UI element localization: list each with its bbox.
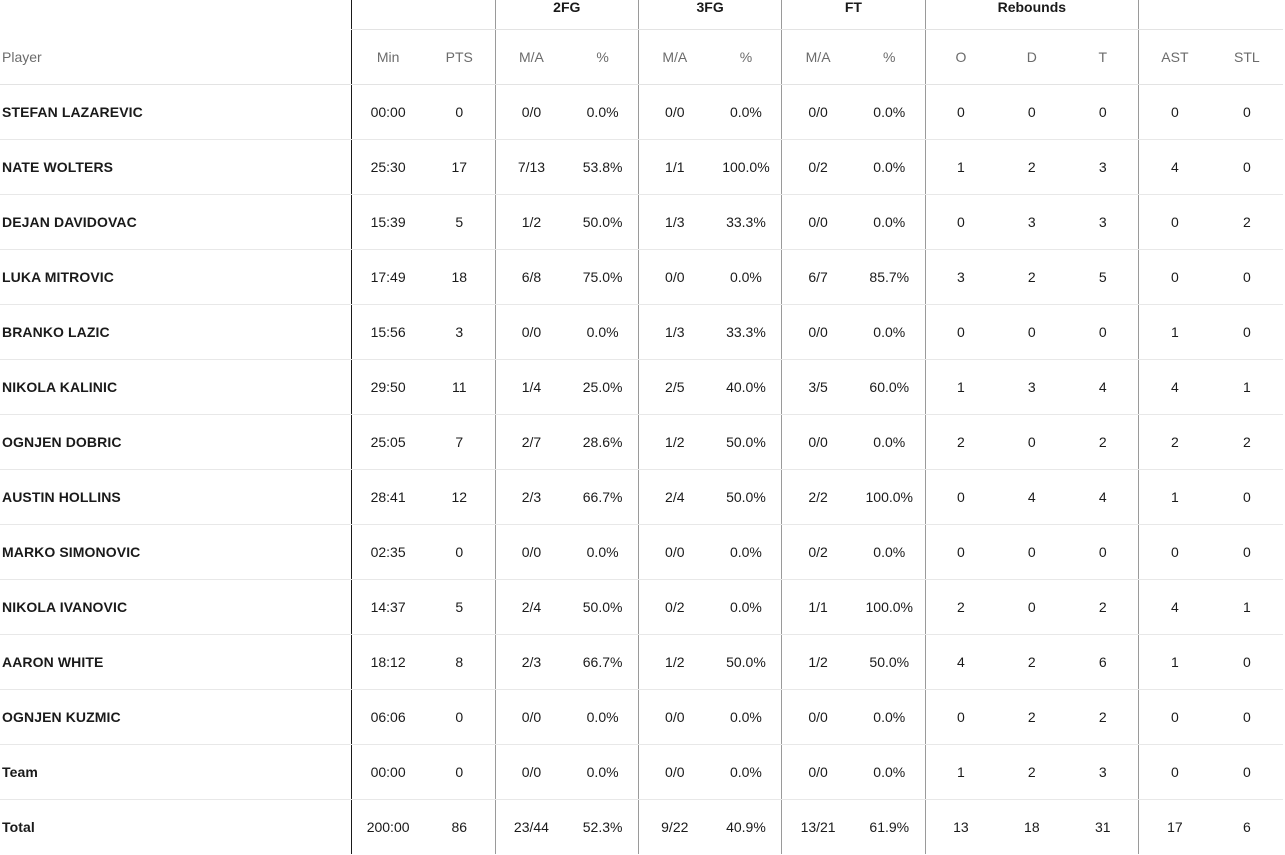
fg2-made-attempted-cell: 0/0 — [495, 690, 567, 745]
column-header-stl[interactable]: STL — [1211, 30, 1283, 85]
ft-percent-cell: 50.0% — [854, 635, 925, 690]
table-row — [0, 85, 1283, 140]
fg3-percent-cell: 0.0% — [711, 85, 782, 140]
fg2-percent-cell: 0.0% — [567, 305, 638, 360]
fg2-percent-cell: 52.3% — [582, 819, 623, 835]
minutes-cell: 28:41 — [352, 470, 424, 525]
column-header-reb-o[interactable]: O — [925, 30, 996, 85]
column-header-ft-ma[interactable]: M/A — [782, 30, 854, 85]
fg2-made-attempted-cell: 7/13 — [495, 140, 567, 195]
fg2-percent-cell: 0.0% — [567, 690, 638, 745]
points-cell: 0 — [424, 85, 495, 140]
player-name[interactable]: OGNJEN DOBRIC — [0, 415, 352, 470]
steals-cell: 6 — [1242, 819, 1251, 835]
defensive-rebounds-cell: 2 — [996, 140, 1067, 195]
ft-made-attempted-cell: 3/5 — [782, 360, 854, 415]
player-name[interactable]: NIKOLA IVANOVIC — [0, 580, 352, 635]
offensive-rebounds-cell: 2 — [925, 415, 996, 470]
offensive-rebounds-cell: 1 — [925, 745, 996, 800]
assists-cell: 4 — [1139, 580, 1211, 635]
offensive-rebounds-cell: 1 — [925, 140, 996, 195]
minutes-cell: 00:00 — [352, 745, 424, 800]
fg3-made-attempted-cell: 1/2 — [638, 415, 710, 470]
points-cell: 5 — [424, 195, 495, 250]
fg2-percent-cell: 0.0% — [567, 525, 638, 580]
minutes-cell: 02:35 — [352, 525, 424, 580]
points-cell: 17 — [424, 140, 495, 195]
points-cell: 0 — [424, 745, 495, 800]
minutes-cell: 25:05 — [352, 415, 424, 470]
steals-cell: 0 — [1211, 635, 1283, 690]
fg2-made-attempted-cell: 0/0 — [495, 305, 567, 360]
offensive-rebounds-cell: 13 — [925, 800, 996, 855]
fg3-made-attempted-cell: 1/3 — [638, 305, 710, 360]
points-cell: 8 — [424, 635, 495, 690]
fg2-percent-cell: 25.0% — [567, 360, 638, 415]
group-header-blank-min-pts — [352, 0, 495, 30]
points-cell: 86 — [451, 819, 468, 835]
ft-made-attempted-cell: 1/2 — [782, 635, 854, 690]
steals-cell: 0 — [1211, 470, 1283, 525]
fg3-made-attempted-cell: 9/22 — [638, 800, 710, 855]
fg2-made-attempted-cell: 2/4 — [495, 580, 567, 635]
fg3-made-attempted-cell: 0/0 — [638, 85, 710, 140]
ft-percent-cell: 0.0% — [854, 140, 925, 195]
group-header-blank-ast-stl — [1139, 0, 1283, 30]
fg2-made-attempted-cell: 0/0 — [495, 745, 567, 800]
fg3-percent-cell: 0.0% — [711, 250, 782, 305]
defensive-rebounds-cell: 3 — [996, 360, 1067, 415]
fg2-made-attempted-cell: 2/7 — [495, 415, 567, 470]
offensive-rebounds-cell: 0 — [925, 470, 996, 525]
ft-made-attempted-cell: 0/0 — [782, 305, 854, 360]
total-rebounds-cell: 2 — [1067, 415, 1138, 470]
player-name[interactable]: NIKOLA KALINIC — [0, 360, 352, 415]
minutes-cell: 29:50 — [352, 360, 424, 415]
player-name[interactable]: Total — [2, 819, 35, 835]
total-rebounds-cell: 0 — [1067, 85, 1138, 140]
offensive-rebounds-cell: 0 — [925, 305, 996, 360]
fg3-percent-cell: 0.0% — [711, 690, 782, 745]
ft-made-attempted-cell: 2/2 — [782, 470, 854, 525]
assists-cell: 1 — [1139, 635, 1211, 690]
defensive-rebounds-cell: 2 — [996, 250, 1067, 305]
total-rebounds-cell: 2 — [1067, 580, 1138, 635]
defensive-rebounds-cell: 2 — [996, 745, 1067, 800]
fg3-made-attempted-cell: 2/5 — [638, 360, 710, 415]
minutes-cell: 00:00 — [352, 85, 424, 140]
fg2-percent-cell: 50.0% — [567, 580, 638, 635]
total-rebounds-cell: 3 — [1067, 745, 1138, 800]
total-rebounds-cell: 3 — [1067, 140, 1138, 195]
fg2-percent-cell: 0.0% — [567, 745, 638, 800]
assists-cell: 0 — [1139, 745, 1211, 800]
fg2-made-attempted-cell: 2/3 — [495, 470, 567, 525]
column-header-reb-d[interactable]: D — [996, 30, 1067, 85]
fg2-made-attempted-cell: 23/44 — [495, 800, 567, 855]
fg2-made-attempted-cell: 6/8 — [495, 250, 567, 305]
player-name[interactable]: Team — [0, 745, 352, 800]
offensive-rebounds-cell: 3 — [925, 250, 996, 305]
steals-cell: 2 — [1211, 195, 1283, 250]
fg2-made-attempted-cell: 0/0 — [495, 85, 567, 140]
ft-percent-cell: 0.0% — [854, 690, 925, 745]
points-cell: 7 — [424, 415, 495, 470]
ft-made-attempted-cell: 0/2 — [782, 525, 854, 580]
defensive-rebounds-cell: 0 — [996, 580, 1067, 635]
fg3-percent-cell: 50.0% — [711, 635, 782, 690]
total-rebounds-cell: 2 — [1067, 690, 1138, 745]
table-row — [0, 525, 1283, 580]
fg3-percent-cell: 40.9% — [726, 819, 766, 835]
steals-cell: 0 — [1211, 305, 1283, 360]
fg3-made-attempted-cell: 1/1 — [638, 140, 710, 195]
steals-cell: 2 — [1211, 415, 1283, 470]
assists-cell: 0 — [1139, 690, 1211, 745]
total-rebounds-cell: 4 — [1067, 470, 1138, 525]
defensive-rebounds-cell: 2 — [996, 690, 1067, 745]
defensive-rebounds-cell: 2 — [996, 635, 1067, 690]
steals-cell: 0 — [1211, 690, 1283, 745]
minutes-cell: 15:39 — [352, 195, 424, 250]
player-name[interactable]: MARKO SIMONOVIC — [0, 525, 352, 580]
total-rebounds-cell: 3 — [1067, 195, 1138, 250]
player-rows — [0, 85, 1283, 855]
offensive-rebounds-cell: 0 — [925, 195, 996, 250]
ft-percent-cell: 100.0% — [854, 580, 925, 635]
player-name[interactable]: OGNJEN KUZMIC — [0, 690, 352, 745]
column-header-pts[interactable]: PTS — [424, 30, 495, 85]
column-header-row — [0, 30, 1283, 85]
assists-cell: 0 — [1139, 525, 1211, 580]
fg3-made-attempted-cell: 2/4 — [638, 470, 710, 525]
fg2-made-attempted-cell: 2/3 — [495, 635, 567, 690]
steals-cell: 0 — [1211, 140, 1283, 195]
ft-percent-cell: 0.0% — [854, 525, 925, 580]
table-row — [0, 305, 1283, 360]
total-rebounds-cell: 31 — [1094, 819, 1111, 835]
column-header-min[interactable]: Min — [352, 30, 424, 85]
fg2-percent-cell: 75.0% — [567, 250, 638, 305]
table-row — [0, 635, 1283, 690]
column-header-3fg-pct[interactable]: % — [711, 30, 782, 85]
offensive-rebounds-cell: 1 — [925, 360, 996, 415]
player-name[interactable]: LUKA MITROVIC — [0, 250, 352, 305]
fg3-made-attempted-cell: 0/2 — [638, 580, 710, 635]
group-header-rebounds: Rebounds — [925, 0, 1139, 30]
defensive-rebounds-cell: 0 — [996, 85, 1067, 140]
offensive-rebounds-cell: 0 — [925, 690, 996, 745]
defensive-rebounds-cell: 3 — [996, 195, 1067, 250]
fg3-percent-cell: 33.3% — [711, 305, 782, 360]
offensive-rebounds-cell: 0 — [925, 85, 996, 140]
minutes-cell: 15:56 — [352, 305, 424, 360]
fg3-percent-cell: 50.0% — [711, 470, 782, 525]
fg3-percent-cell: 0.0% — [711, 580, 782, 635]
ft-percent-cell: 61.9% — [869, 819, 910, 835]
points-cell: 0 — [424, 525, 495, 580]
column-header-ast[interactable]: AST — [1139, 30, 1211, 85]
fg3-percent-cell: 50.0% — [711, 415, 782, 470]
column-header-3fg-ma[interactable]: M/A — [638, 30, 710, 85]
assists-cell: 1 — [1139, 305, 1211, 360]
ft-made-attempted-cell: 1/1 — [782, 580, 854, 635]
fg3-percent-cell: 0.0% — [711, 525, 782, 580]
fg2-made-attempted-cell: 1/2 — [495, 195, 567, 250]
assists-cell: 2 — [1139, 415, 1211, 470]
assists-cell: 1 — [1139, 470, 1211, 525]
total-rebounds-cell: 0 — [1067, 525, 1138, 580]
minutes-cell: 200:00 — [352, 800, 424, 855]
fg2-percent-cell: 28.6% — [567, 415, 638, 470]
defensive-rebounds-cell: 0 — [996, 305, 1067, 360]
table-row — [0, 690, 1283, 745]
offensive-rebounds-cell: 0 — [925, 525, 996, 580]
total-rebounds-cell: 4 — [1067, 360, 1138, 415]
table-row — [0, 470, 1283, 525]
fg2-percent-cell: 66.7% — [567, 635, 638, 690]
fg3-percent-cell: 40.0% — [711, 360, 782, 415]
ft-percent-cell: 60.0% — [854, 360, 925, 415]
player-name[interactable]: AARON WHITE — [0, 635, 352, 690]
total-rebounds-cell: 6 — [1067, 635, 1138, 690]
defensive-rebounds-cell: 18 — [1024, 819, 1040, 835]
fg3-made-attempted-cell: 0/0 — [638, 250, 710, 305]
defensive-rebounds-cell: 0 — [996, 525, 1067, 580]
fg3-percent-cell: 100.0% — [711, 140, 782, 195]
ft-percent-cell: 100.0% — [854, 470, 925, 525]
fg2-percent-cell: 53.8% — [567, 140, 638, 195]
fg2-percent-cell: 0.0% — [567, 85, 638, 140]
table-row — [0, 415, 1283, 470]
ft-made-attempted-cell: 0/0 — [782, 195, 854, 250]
ft-percent-cell: 0.0% — [854, 305, 925, 360]
assists-cell: 4 — [1139, 360, 1211, 415]
ft-made-attempted-cell: 6/7 — [782, 250, 854, 305]
player-name[interactable]: STEFAN LAZAREVIC — [0, 85, 352, 140]
table-row — [0, 745, 1283, 800]
steals-cell: 0 — [1211, 525, 1283, 580]
points-cell: 18 — [424, 250, 495, 305]
group-header-row — [0, 0, 1283, 30]
steals-cell: 0 — [1211, 250, 1283, 305]
ft-made-attempted-cell: 0/0 — [782, 745, 854, 800]
total-rebounds-cell: 5 — [1067, 250, 1138, 305]
ft-made-attempted-cell: 0/0 — [782, 415, 854, 470]
steals-cell: 0 — [1211, 745, 1283, 800]
fg3-made-attempted-cell: 1/3 — [638, 195, 710, 250]
player-name[interactable]: DEJAN DAVIDOVAC — [0, 195, 352, 250]
player-name[interactable]: NATE WOLTERS — [0, 140, 352, 195]
table-row — [0, 580, 1283, 635]
total-rebounds-cell: 0 — [1067, 305, 1138, 360]
ft-made-attempted-cell: 0/0 — [782, 85, 854, 140]
minutes-cell: 14:37 — [352, 580, 424, 635]
fg3-percent-cell: 33.3% — [711, 195, 782, 250]
minutes-cell: 17:49 — [352, 250, 424, 305]
minutes-cell: 06:06 — [352, 690, 424, 745]
assists-cell: 0 — [1139, 85, 1211, 140]
ft-made-attempted-cell: 13/21 — [782, 800, 854, 855]
fg2-made-attempted-cell: 0/0 — [495, 525, 567, 580]
steals-cell: 1 — [1211, 360, 1283, 415]
points-cell: 3 — [424, 305, 495, 360]
table-row — [0, 800, 1283, 855]
group-header-2fg: 2FG — [495, 0, 638, 30]
fg3-percent-cell: 0.0% — [711, 745, 782, 800]
points-cell: 12 — [424, 470, 495, 525]
points-cell: 5 — [424, 580, 495, 635]
steals-cell: 0 — [1211, 85, 1283, 140]
column-header-2fg-ma[interactable]: M/A — [495, 30, 567, 85]
column-header-player[interactable]: Player — [0, 30, 352, 85]
ft-percent-cell: 0.0% — [854, 415, 925, 470]
table-row — [0, 250, 1283, 305]
fg3-made-attempted-cell: 1/2 — [638, 635, 710, 690]
assists-cell: 0 — [1139, 195, 1211, 250]
offensive-rebounds-cell: 4 — [925, 635, 996, 690]
fg2-made-attempted-cell: 1/4 — [495, 360, 567, 415]
assists-cell: 0 — [1139, 250, 1211, 305]
ft-percent-cell: 0.0% — [854, 195, 925, 250]
group-header-3fg: 3FG — [638, 0, 781, 30]
column-header-ft-pct[interactable]: % — [854, 30, 925, 85]
group-header-ft: FT — [782, 0, 925, 30]
fg2-percent-cell: 66.7% — [567, 470, 638, 525]
minutes-cell: 18:12 — [352, 635, 424, 690]
assists-cell: 17 — [1139, 800, 1211, 855]
ft-percent-cell: 0.0% — [854, 85, 925, 140]
column-header-2fg-pct[interactable]: % — [567, 30, 638, 85]
player-name[interactable]: AUSTIN HOLLINS — [0, 470, 352, 525]
ft-made-attempted-cell: 0/0 — [782, 690, 854, 745]
column-header-reb-t[interactable]: T — [1067, 30, 1138, 85]
table-row — [0, 140, 1283, 195]
points-cell: 11 — [424, 360, 495, 415]
defensive-rebounds-cell: 4 — [996, 470, 1067, 525]
table-row — [0, 360, 1283, 415]
points-cell: 0 — [424, 690, 495, 745]
ft-percent-cell: 85.7% — [854, 250, 925, 305]
defensive-rebounds-cell: 0 — [996, 415, 1067, 470]
minutes-cell: 25:30 — [352, 140, 424, 195]
player-name[interactable]: BRANKO LAZIC — [0, 305, 352, 360]
table-row — [0, 195, 1283, 250]
fg3-made-attempted-cell: 0/0 — [638, 690, 710, 745]
ft-percent-cell: 0.0% — [854, 745, 925, 800]
offensive-rebounds-cell: 2 — [925, 580, 996, 635]
fg3-made-attempted-cell: 0/0 — [638, 745, 710, 800]
fg3-made-attempted-cell: 0/0 — [638, 525, 710, 580]
steals-cell: 1 — [1211, 580, 1283, 635]
assists-cell: 4 — [1139, 140, 1211, 195]
fg2-percent-cell: 50.0% — [567, 195, 638, 250]
ft-made-attempted-cell: 0/2 — [782, 140, 854, 195]
group-header-blank-player — [0, 0, 352, 30]
